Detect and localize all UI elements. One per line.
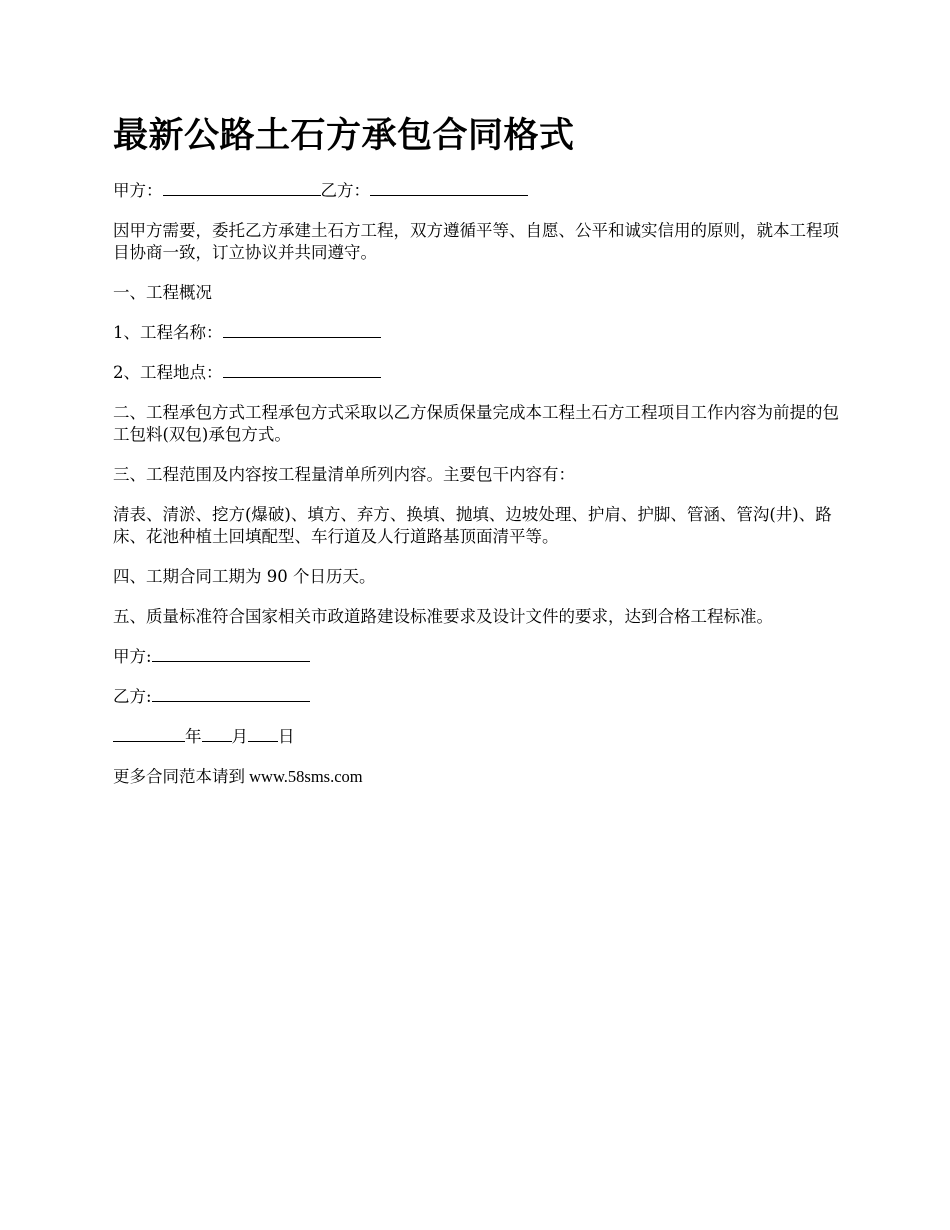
project-location-label: 2、工程地点： xyxy=(113,363,223,382)
project-name-line xyxy=(113,322,853,344)
party-b-label: 乙方： xyxy=(320,181,370,200)
signature-party-b-label: 乙方: xyxy=(113,687,152,706)
party-b-blank xyxy=(370,180,528,196)
section-5-paragraph: 五、质量标准符合国家相关市政道路建设标准要求及设计文件的要求，达到合格工程标准。 xyxy=(113,607,773,626)
document-title: 最新公路土石方承包合同格式 xyxy=(113,115,575,156)
parties-line xyxy=(113,180,853,202)
signature-party-a-blank xyxy=(152,646,310,662)
footer-link-text: 更多合同范本请到 www.58sms.com xyxy=(113,767,363,786)
section-2-paragraph: 二、工程承包方式工程承包方式采取以乙方保质保量完成本工程土石方工程项目工作内容为前提的包工包料(双包)承包方式。 xyxy=(113,403,839,444)
section-4-paragraph: 四、工期合同工期为 90 个日历天。 xyxy=(113,567,376,586)
signature-party-a-label: 甲方: xyxy=(113,647,152,666)
party-a-blank xyxy=(163,180,321,196)
month-blank xyxy=(202,726,232,742)
day-label: 日 xyxy=(278,727,295,746)
document-page xyxy=(113,112,853,806)
party-a-label: 甲方： xyxy=(113,181,163,200)
day-blank xyxy=(248,726,278,742)
project-name-label: 1、工程名称： xyxy=(113,323,223,342)
signature-party-b-blank xyxy=(152,686,310,702)
project-location-line xyxy=(113,362,853,384)
project-location-blank xyxy=(223,362,381,378)
intro-paragraph: 因甲方需要，委托乙方承建土石方工程，双方遵循平等、自愿、公平和诚实信用的原则，就本工程项目协商一致，订立协议并共同遵守。 xyxy=(113,221,839,262)
signature-party-a xyxy=(113,646,853,668)
month-label: 月 xyxy=(231,727,248,746)
project-name-blank xyxy=(223,322,381,338)
year-blank xyxy=(113,726,185,742)
signature-party-b xyxy=(113,686,853,708)
section-3-body: 清表、清淤、挖方(爆破)、填方、弃方、换填、抛填、边坡处理、护肩、护脚、管涵、管沟(井)、路床、花池种植土回填配型、车行道及人行道路基顶面清平等。 xyxy=(113,505,832,546)
section-1-heading: 一、工程概况 xyxy=(113,283,212,302)
section-3-heading: 三、工程范围及内容按工程量清单所列内容。主要包干内容有： xyxy=(113,465,575,484)
year-label: 年 xyxy=(185,727,202,746)
signature-date xyxy=(113,726,853,748)
